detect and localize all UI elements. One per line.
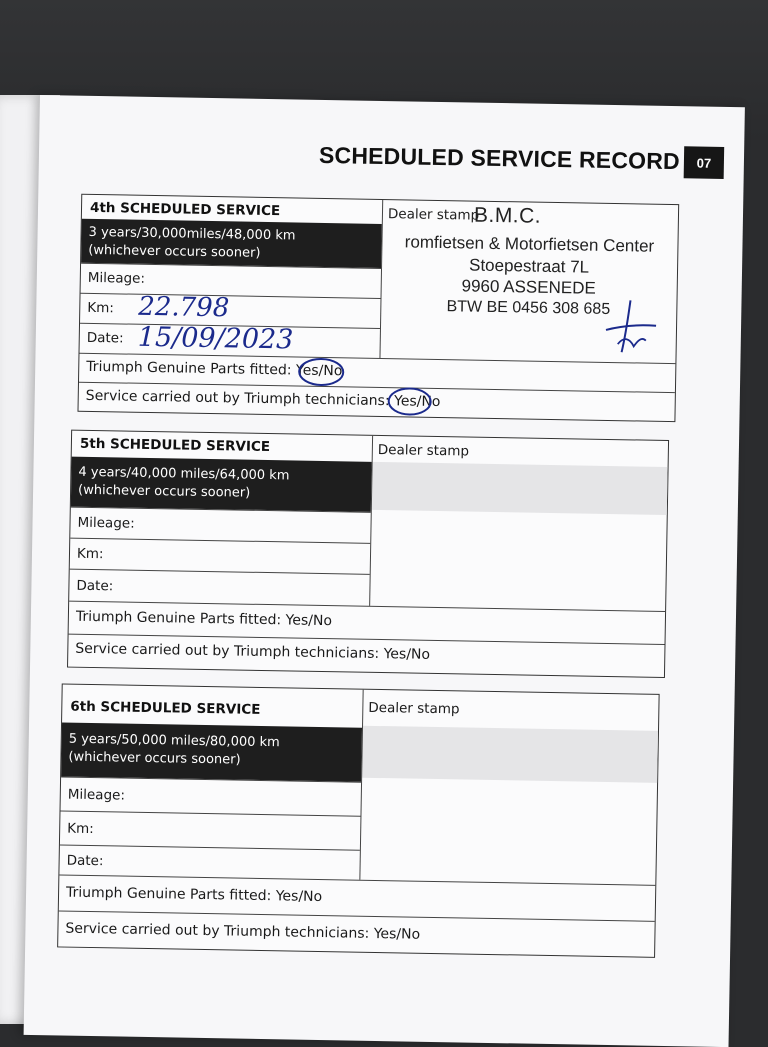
parts-fitted-line: Triumph Genuine Parts fitted: Yes/No xyxy=(75,608,333,630)
service-interval-band xyxy=(71,457,372,512)
row-divider xyxy=(59,874,655,885)
tech-no: /No xyxy=(416,393,441,411)
dealer-city: 9960 ASSENEDE xyxy=(461,276,596,298)
dealer-street: Stoepestraat 7L xyxy=(468,255,590,277)
dealer-stamp-label: Dealer stamp xyxy=(368,699,460,718)
row-divider xyxy=(60,810,360,816)
signature-mark xyxy=(600,296,661,357)
technicians-line: Service carried out by Triumph technicians: Yes/No xyxy=(65,920,421,943)
date-label: Date: xyxy=(66,852,104,870)
row-divider xyxy=(59,910,655,921)
service-interval-note: (whichever occurs sooner) xyxy=(88,242,261,261)
km-label: Km: xyxy=(76,545,104,563)
parts-no: /No xyxy=(318,362,343,380)
service-title: 6th SCHEDULED SERVICE xyxy=(70,698,261,718)
service-interval-note: (whichever occurs sooner) xyxy=(68,749,241,768)
service-block-5th xyxy=(67,430,669,678)
date-label: Date: xyxy=(76,577,114,595)
booklet-page xyxy=(24,95,745,1047)
circle-mark-parts xyxy=(297,357,346,388)
dealer-stamp xyxy=(382,200,678,318)
row-divider xyxy=(81,293,381,299)
handwritten-km: 22.798 xyxy=(138,291,230,324)
parts-yes-circled: Yes xyxy=(295,362,319,379)
bleed-through-shade xyxy=(361,726,658,783)
date-label: Date: xyxy=(86,329,124,347)
mileage-label: Mileage: xyxy=(67,786,126,804)
dealer-stamp-label: Dealer stamp xyxy=(387,206,480,224)
service-interval: 4 years/40,000 miles/64,000 km xyxy=(78,464,290,484)
handwritten-date: 15/09/2023 xyxy=(137,321,294,356)
km-label: Km: xyxy=(87,299,114,317)
tech-prefix: Service carried out by Triumph technicians: xyxy=(85,387,395,410)
technicians-line: Service carried out by Triumph technicians: Yes/No xyxy=(75,640,431,663)
dealer-line-2: romfietsen & Motorfietsen Center xyxy=(404,232,655,256)
dealer-name: B.M.C. xyxy=(473,203,542,228)
service-interval-band xyxy=(61,722,362,781)
row-divider xyxy=(70,569,370,575)
mileage-label: Mileage: xyxy=(87,269,146,287)
service-interval-note: (whichever occurs sooner) xyxy=(77,482,251,501)
service-title: 4th SCHEDULED SERVICE xyxy=(89,199,281,220)
service-block-4th xyxy=(77,194,679,422)
dealer-stamp-label: Dealer stamp xyxy=(377,441,470,460)
service-interval: 3 years/30,000miles/48,000 km xyxy=(88,224,296,244)
service-title: 5th SCHEDULED SERVICE xyxy=(79,435,271,456)
column-divider xyxy=(359,690,363,880)
page-number-badge: 07 xyxy=(684,146,725,179)
row-divider xyxy=(60,844,360,850)
service-block-6th xyxy=(57,683,660,957)
bleed-through-shade xyxy=(371,462,668,515)
parts-prefix: Triumph Genuine Parts fitted: xyxy=(86,358,297,379)
service-interval: 5 years/50,000 miles/80,000 km xyxy=(68,731,280,751)
page-title: SCHEDULED SERVICE RECORD xyxy=(318,141,681,175)
km-label: Km: xyxy=(67,820,94,838)
dealer-vat: BTW BE 0456 308 685 xyxy=(446,298,611,318)
tech-yes-circled: Yes xyxy=(393,393,417,410)
circle-mark-technicians xyxy=(386,386,433,417)
parts-fitted-line: Triumph Genuine Parts fitted: Yes/No xyxy=(65,884,323,906)
row-divider xyxy=(70,538,370,544)
service-interval-band xyxy=(81,219,382,268)
mileage-label: Mileage: xyxy=(77,514,135,532)
